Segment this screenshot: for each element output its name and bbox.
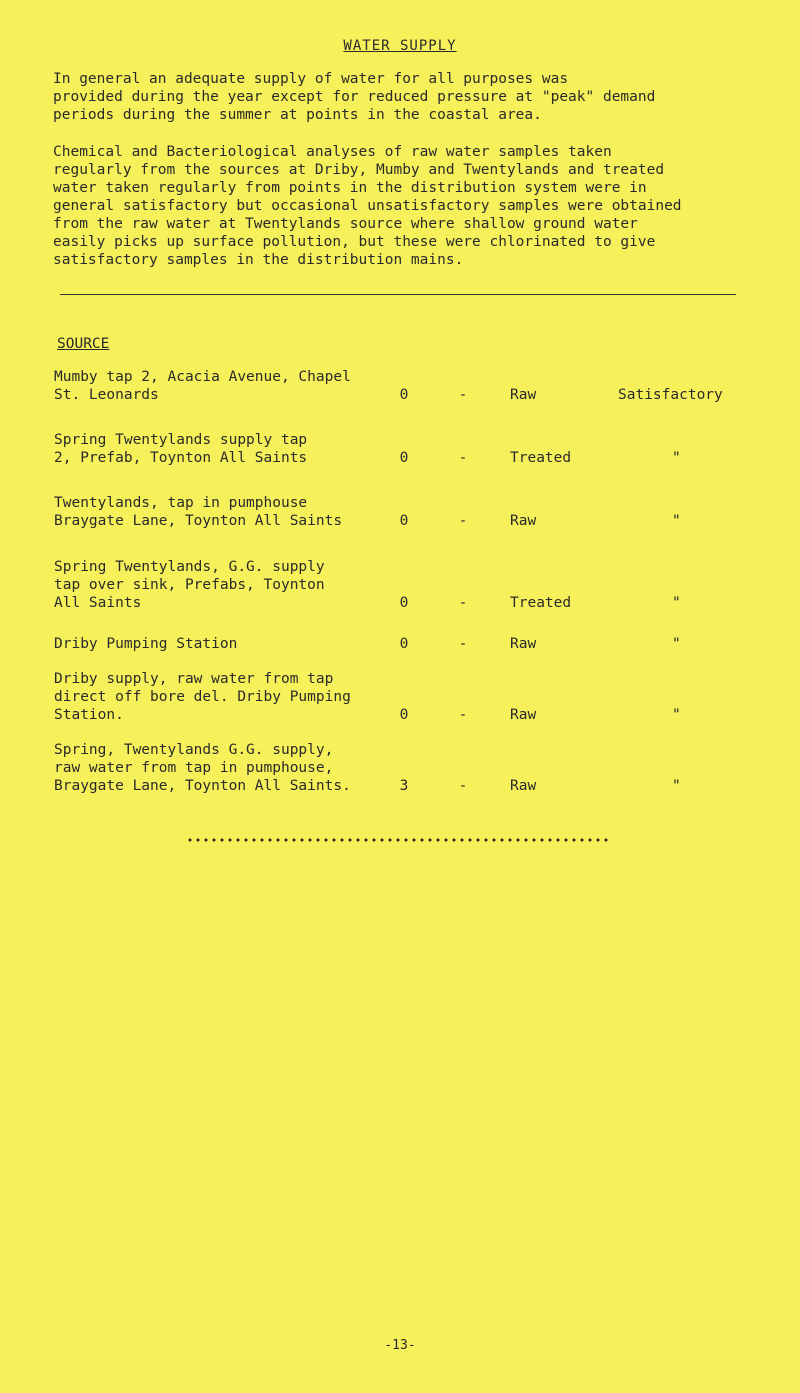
row-dash: -	[458, 778, 468, 794]
row-water-type: Raw	[510, 387, 537, 403]
row-source: Driby Pumping Station	[54, 636, 238, 652]
row-count: 0	[399, 636, 409, 652]
source-column-label: SOURCE	[57, 336, 110, 352]
row-result: "	[672, 513, 681, 529]
row-source: Spring Twentylands supply tap 2, Prefab, Toynton All Saints	[54, 432, 308, 466]
row-dash: -	[458, 387, 468, 403]
row-source: Mumby tap 2, Acacia Avenue, Chapel St. Leonards	[54, 369, 351, 403]
row-count: 0	[399, 595, 409, 611]
row-water-type: Raw	[510, 707, 537, 723]
paragraph-supply: In general an adequate supply of water for all purposes was provided during the year except for reduced pressure at "peak" demand periods during the summer at points in the coastal area.	[53, 71, 656, 123]
row-water-type: Raw	[510, 778, 537, 794]
row-dash: -	[458, 595, 468, 611]
row-source: Driby supply, raw water from tap direct off bore del. Driby Pumping Station.	[54, 671, 351, 723]
row-water-type: Raw	[510, 636, 537, 652]
row-result: "	[672, 595, 681, 611]
row-water-type: Treated	[510, 595, 572, 611]
row-source: Spring, Twentylands G.G. supply, raw water from tap in pumphouse, Braygate Lane, Toynton All Saints.	[54, 742, 351, 794]
row-dash: -	[458, 513, 468, 529]
row-dash: -	[458, 707, 468, 723]
row-source: Twentylands, tap in pumphouse Braygate Lane, Toynton All Saints	[54, 495, 343, 529]
row-result: Satisfactory	[618, 387, 723, 403]
row-result: "	[672, 778, 681, 794]
row-result: "	[672, 636, 681, 652]
row-count: 3	[399, 778, 409, 794]
row-water-type: Raw	[510, 513, 537, 529]
horizontal-divider	[60, 294, 736, 295]
row-result: "	[672, 707, 681, 723]
dotted-separator	[186, 838, 610, 842]
row-water-type: Treated	[510, 450, 572, 466]
row-count: 0	[399, 707, 409, 723]
row-source: Spring Twentylands, G.G. supply tap over sink, Prefabs, Toynton All Saints	[54, 559, 325, 611]
row-count: 0	[399, 513, 409, 529]
row-dash: -	[458, 450, 468, 466]
row-count: 0	[399, 450, 409, 466]
page-heading: WATER SUPPLY	[343, 38, 457, 54]
row-dash: -	[458, 636, 468, 652]
page-number: -13-	[384, 1338, 416, 1353]
row-count: 0	[399, 387, 409, 403]
row-result: "	[672, 450, 681, 466]
paragraph-analyses: Chemical and Bacteriological analyses of raw water samples taken regularly from the sources at Driby, Mumby and Twentylands and treated water taken regularly from points in the distribution system were in general satisfactory but occasional unsatisfactory samples were obtained from the raw water at Twentylands source where shallow ground water easily picks up surface pollution, but these were chlorinated to give satisfactory samples in the distribution mains.	[53, 144, 682, 268]
